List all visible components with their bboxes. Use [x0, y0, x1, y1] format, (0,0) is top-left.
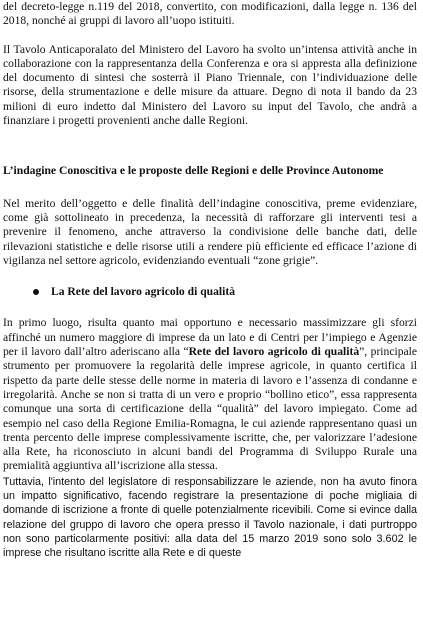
paragraph-tavolo-anticaporalato: Il Tavolo Anticaporalato del Ministero del Lavoro ha svolto un’intensa attività anche in collaborazione con la rappresentanza della Conferenza e ora si appresta alla definizione del documento di sintesi che sosterrà il Piano Triennale, con l’individuazione delle risorse, della strumentazione e delle misure da attuare. Degno di nota il bando da 23 milioni di euro indetto dal Ministero del Lavoro su input del Tavolo, che andrà a finanziare i progetti provenienti anche dalle Regioni. [3, 42, 417, 128]
section-heading: L’indagine Conoscitiva e le proposte delle Regioni e delle Province Autonome [3, 164, 384, 178]
paragraph-indagine-conoscitiva: Nel merito dell’oggetto e delle finalità dell’indagine conoscitiva, preme evidenziare, come già sottolineato in precedenza, la necessità di rafforzare gli interventi tesi a prevenire il fenomeno, anche attraverso la condivisione delle banche dati, delle rilevazioni statistiche e delle risorse utili a rendere più efficiente ed efficace l’azione di vigilanza nel settore agricolo, evidenziando eventuali “zone grigie”. [3, 196, 417, 267]
paragraph-rete-lavoro-agricolo [3, 316, 417, 473]
paragraph-tuttavia: Tuttavia, l'intento del legislatore di responsabilizzare le aziende, non ha avuto finora un impatto significativo, facendo registrare la presentazione di poche migliaia di domande di iscrizione a fronte di quelle potenzialmente ricevibili. Come si evince dalla relazione del gruppo di lavoro che opera presso il Tavolo nazionale, i dati purtroppo non sono particolarmente positivi: alla data del 15 marzo 2019 sono solo 3.602 le imprese che risultano iscritte alla Rete e di queste [3, 475, 417, 560]
paragraph-rete-text-end: ”, principale strumento per promuovere la regolarità delle imprese agricole, in quanto certifica il rispetto da parte delle stesse delle norme in materia di lavoro e l’assenza di condanne e irregolarità. Anche se non si tratta di un vero e proprio “bollino etico”, essa rappresenta comunque una sorta di certificazione della “qualità” del lavoro impiegato. Come ad esempio nel caso della Regione Emilia-Romagna, le cui aziende rappresentano quasi un trenta percento delle imprese complessivamente iscritte, che, per valorizzare l’adesione alla Rete, ha riconosciuto in alcuni bandi del Programma di Sviluppo Rurale una premialità aggiuntiva all’iscrizione alla stessa. [3, 345, 417, 473]
paragraph-legal-reference: del decreto-legge n.119 del 2018, convertito, con modificazioni, dalla legge n. 136 del 2018, nonché ai gruppi di lavoro all’uopo istituiti. [3, 0, 417, 28]
bullet-label: La Rete del lavoro agricolo di qualità [51, 285, 235, 299]
bullet-item-rete-lavoro [3, 285, 417, 299]
bullet-dot-icon [33, 289, 39, 295]
paragraph-rete-text-start: In primo luogo, risulta quanto mai opportuno e necessario massimizzare gli sforzi affinché un numero maggiore di imprese da un lato e di Centri per l’impiego e Agenzie per il lavoro dall’altro aderiscano alla “ [3, 316, 417, 359]
paragraph-rete-bold-term: Rete del lavoro agricolo di qualità [188, 345, 360, 359]
